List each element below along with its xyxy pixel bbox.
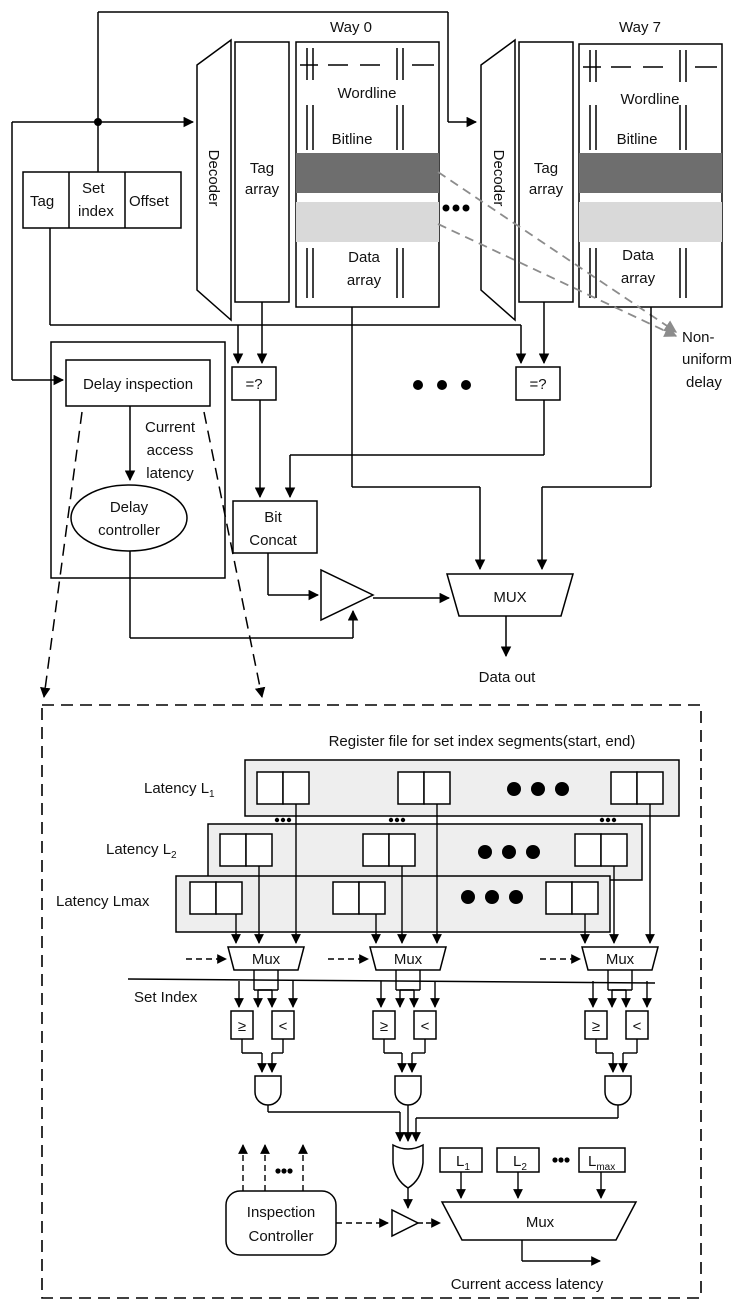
way7-comparator-label: =? xyxy=(529,376,547,393)
current-latency-label-2: access xyxy=(146,442,194,459)
ge-label-1: ≥ xyxy=(237,1018,247,1035)
way7-array-label: array xyxy=(528,181,564,198)
and-gate-2 xyxy=(395,1076,421,1105)
segment-and-gates xyxy=(255,1076,631,1105)
segment-mux-2-label: Mux xyxy=(393,951,423,968)
latency-l2-label: Latency $L_2$ xyxy=(106,841,177,861)
way0-wordline-label: Wordline xyxy=(337,85,397,102)
way0-light-row xyxy=(296,202,439,242)
latency-l1-label: Latency $L_1$ xyxy=(144,780,215,800)
inspection-controller-label-2: Controller xyxy=(248,1228,314,1245)
segment-muxes xyxy=(228,947,658,970)
current-latency-label-3: latency xyxy=(146,465,194,482)
segment-mux-3-label: Mux xyxy=(605,951,635,968)
data-mux-label: MUX xyxy=(493,589,527,606)
way7-bitline-label: Bitline xyxy=(616,131,658,148)
latency-mux-label: Mux xyxy=(525,1214,555,1231)
way7-data-label: Data xyxy=(622,247,654,264)
compare-to-and-wires xyxy=(242,1039,637,1072)
and-gate-3 xyxy=(605,1076,631,1105)
l2-box-label: $L_2$ xyxy=(513,1153,527,1173)
or-gate xyxy=(393,1145,423,1188)
current-latency-label-1: Current xyxy=(144,419,196,436)
way7-decoder-label: Decoder xyxy=(490,149,507,207)
way7-light-row xyxy=(579,202,722,242)
comparators-ellipsis xyxy=(413,380,471,390)
select-buffer xyxy=(392,1210,418,1236)
address-set-label: Set xyxy=(82,180,105,197)
latency-output-wire xyxy=(522,1240,600,1261)
inspection-output-ellipsis xyxy=(275,1168,292,1173)
inspection-controller-label-1: Inspection xyxy=(246,1204,316,1221)
way0-array-label: array xyxy=(244,181,280,198)
inspection-controller xyxy=(226,1191,336,1255)
ge-label-2: ≥ xyxy=(379,1018,389,1035)
way0-data-label: Data xyxy=(348,249,380,266)
and-to-or-wires xyxy=(268,1105,618,1141)
way7-title: Way 7 xyxy=(619,19,661,36)
enable-buffer xyxy=(321,570,373,620)
lt-label-3: < xyxy=(632,1018,642,1035)
way7-dark-row xyxy=(579,153,722,193)
non-uniform-label-3: delay xyxy=(686,374,722,391)
row-gap-dots xyxy=(275,818,616,822)
segment-mux-1-label: Mux xyxy=(251,951,281,968)
way0-comparator-label: =? xyxy=(245,376,263,393)
and-gate-1 xyxy=(255,1076,281,1105)
buffer-wires xyxy=(130,551,506,656)
l1-box-label: $L_1$ xyxy=(456,1153,470,1173)
set-index-bus xyxy=(128,979,655,983)
way0-title: Way 0 xyxy=(330,19,372,36)
way0-bitline-label: Bitline xyxy=(331,131,373,148)
tag-compare-wires xyxy=(260,302,651,569)
segment-compare-wires xyxy=(239,970,647,1007)
way0-dark-row xyxy=(296,153,439,193)
delay-inspection-label: Delay inspection xyxy=(82,376,194,393)
data-out-label: Data out xyxy=(478,669,536,686)
latency-lmax-label: Latency Lmax xyxy=(56,893,150,910)
latency-boxes-ellipsis xyxy=(552,1157,569,1162)
non-uniform-label-1: Non- xyxy=(682,329,715,346)
ge-label-3: ≥ xyxy=(591,1018,601,1035)
set-index-label: Set Index xyxy=(134,989,198,1006)
way0-tag-label: Tag xyxy=(249,160,275,177)
register-file-title: Register file for set index segments(start, end) xyxy=(328,733,636,750)
delay-controller-label-1: Delay xyxy=(109,499,149,516)
ways-ellipsis xyxy=(443,205,470,212)
latency-box-wires xyxy=(461,1172,601,1198)
way0-decoder-label: Decoder xyxy=(205,149,222,207)
way0-data-array-label: array xyxy=(346,272,382,289)
address-offset-label: Offset xyxy=(129,193,169,210)
delay-controller-label-2: controller xyxy=(98,522,160,539)
address-junction-dot xyxy=(94,118,102,126)
delay-controller xyxy=(71,485,187,551)
segment-comparators xyxy=(231,1011,648,1039)
bit-concat-label-1: Bit xyxy=(264,509,282,526)
lmax-box-label: $L_{max}$ xyxy=(588,1153,616,1173)
bit-concat-label-2: Concat xyxy=(249,532,297,549)
non-uniform-label-2: uniform xyxy=(682,351,733,368)
way7-data-array-label: array xyxy=(620,270,656,287)
lt-label-2: < xyxy=(420,1018,430,1035)
way7-wordline-label: Wordline xyxy=(620,91,680,108)
current-access-latency-label: Current access latency xyxy=(450,1276,604,1293)
way7-tag-label: Tag xyxy=(533,160,559,177)
lt-label-1: < xyxy=(278,1018,288,1035)
address-index-label: index xyxy=(78,203,114,220)
address-tag-label: Tag xyxy=(30,193,55,210)
